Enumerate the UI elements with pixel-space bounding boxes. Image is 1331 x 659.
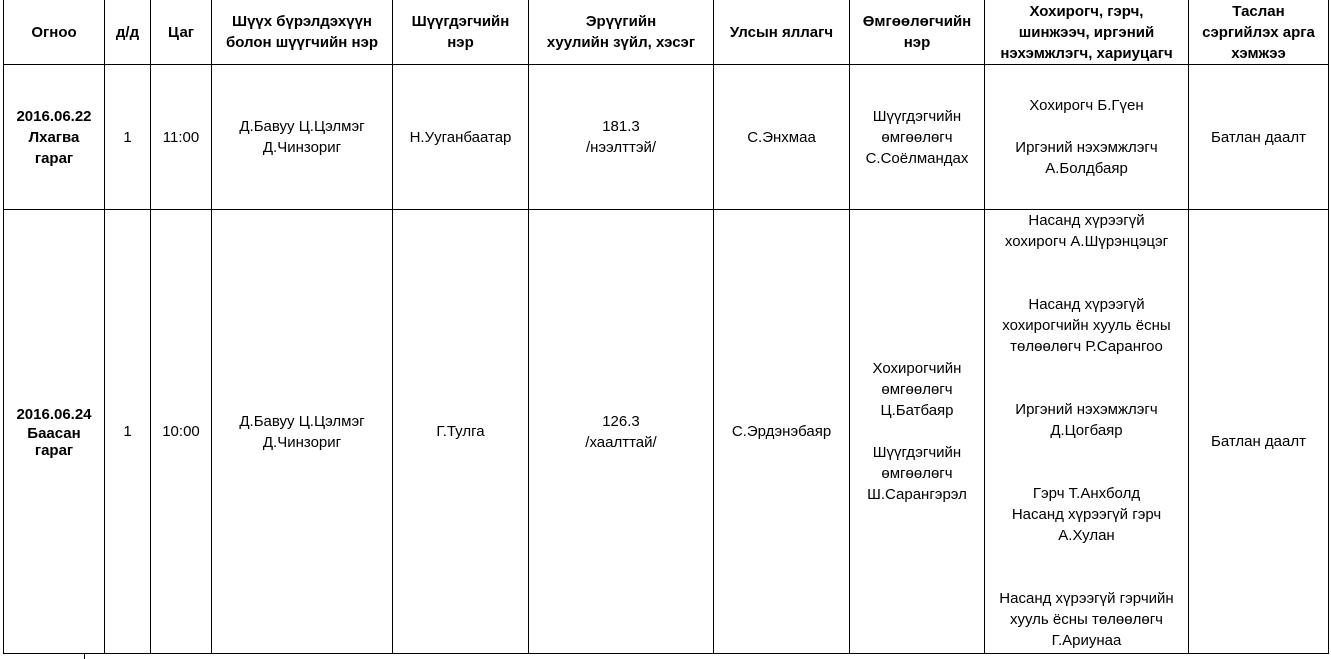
header-parties: Хохирогч, гэрч, шинжээч, иргэний нэхэмжлэгч, хариуцагч	[985, 0, 1189, 65]
row-defender: Шүүгдэгчийн өмгөөлөгч С.Соёлмандах	[850, 65, 985, 210]
page-edge-tick	[84, 654, 85, 659]
header-time: Цаг	[151, 0, 212, 65]
row-prosecutor: С.Энхмаа	[714, 65, 850, 210]
row-crime: 181.3 /нээлттэй/	[529, 65, 714, 210]
row-time: 10:00	[151, 210, 212, 654]
header-num: д/д	[105, 0, 151, 65]
row-measure: Батлан даалт	[1189, 210, 1329, 654]
row-prosecutor: С.Эрдэнэбаяр	[714, 210, 850, 654]
row-defendant: Н.Ууганбаатар	[393, 65, 529, 210]
row-crime: 126.3 /хаалттай/	[529, 210, 714, 654]
row-date: 2016.06.24 Баасан гараг	[4, 210, 105, 654]
header-defendant: Шүүгдэгчийн нэр	[393, 0, 529, 65]
row-num: 1	[105, 210, 151, 654]
header-row	[4, 0, 1329, 65]
header-defender: Өмгөөлөгчийн нэр	[850, 0, 985, 65]
row-judges: Д.Бавуу Ц.Цэлмэг Д.Чинзориг	[212, 210, 393, 654]
row-parties: Насанд хүрээгүй хохирогч А.Шүрэнцэцэг Насанд хүрээгүй хохирогчийн хууль ёсны төлөөлөгч Р.Сарангоо Иргэний нэхэмжлэгч Д.Цогбаяр Гэрч Т.Анхболд Насанд хүрээгүй гэрч А.Хулан Насанд хүрээгүй гэрчийн хууль ёсны төлөөлөгч Г.Ариунаа	[985, 210, 1189, 654]
table-row	[4, 210, 1329, 654]
court-schedule-table	[3, 0, 1329, 654]
row-measure: Батлан даалт	[1189, 65, 1329, 210]
row-defender: Хохирогчийн өмгөөлөгч Ц.Батбаяр Шүүгдэгчийн өмгөөлөгч Ш.Сарангэрэл	[850, 210, 985, 654]
header-date: Огноо	[4, 0, 105, 65]
row-date: 2016.06.22 Лхагва гараг	[4, 65, 105, 210]
row-parties: Хохирогч Б.Гүен Иргэний нэхэмжлэгч А.Болдбаяр	[985, 65, 1189, 210]
header-crime: Эрүүгийн хуулийн зүйл, хэсэг	[529, 0, 714, 65]
table-row	[4, 65, 1329, 210]
row-time: 11:00	[151, 65, 212, 210]
header-measure: Таслан сэргийлэх арга хэмжээ	[1189, 0, 1329, 65]
row-judges: Д.Бавуу Ц.Цэлмэг Д.Чинзориг	[212, 65, 393, 210]
header-judges: Шүүх бүрэлдэхүүн болон шүүгчийн нэр	[212, 0, 393, 65]
row-defendant: Г.Тулга	[393, 210, 529, 654]
row-num: 1	[105, 65, 151, 210]
header-prosecutor: Улсын яллагч	[714, 0, 850, 65]
